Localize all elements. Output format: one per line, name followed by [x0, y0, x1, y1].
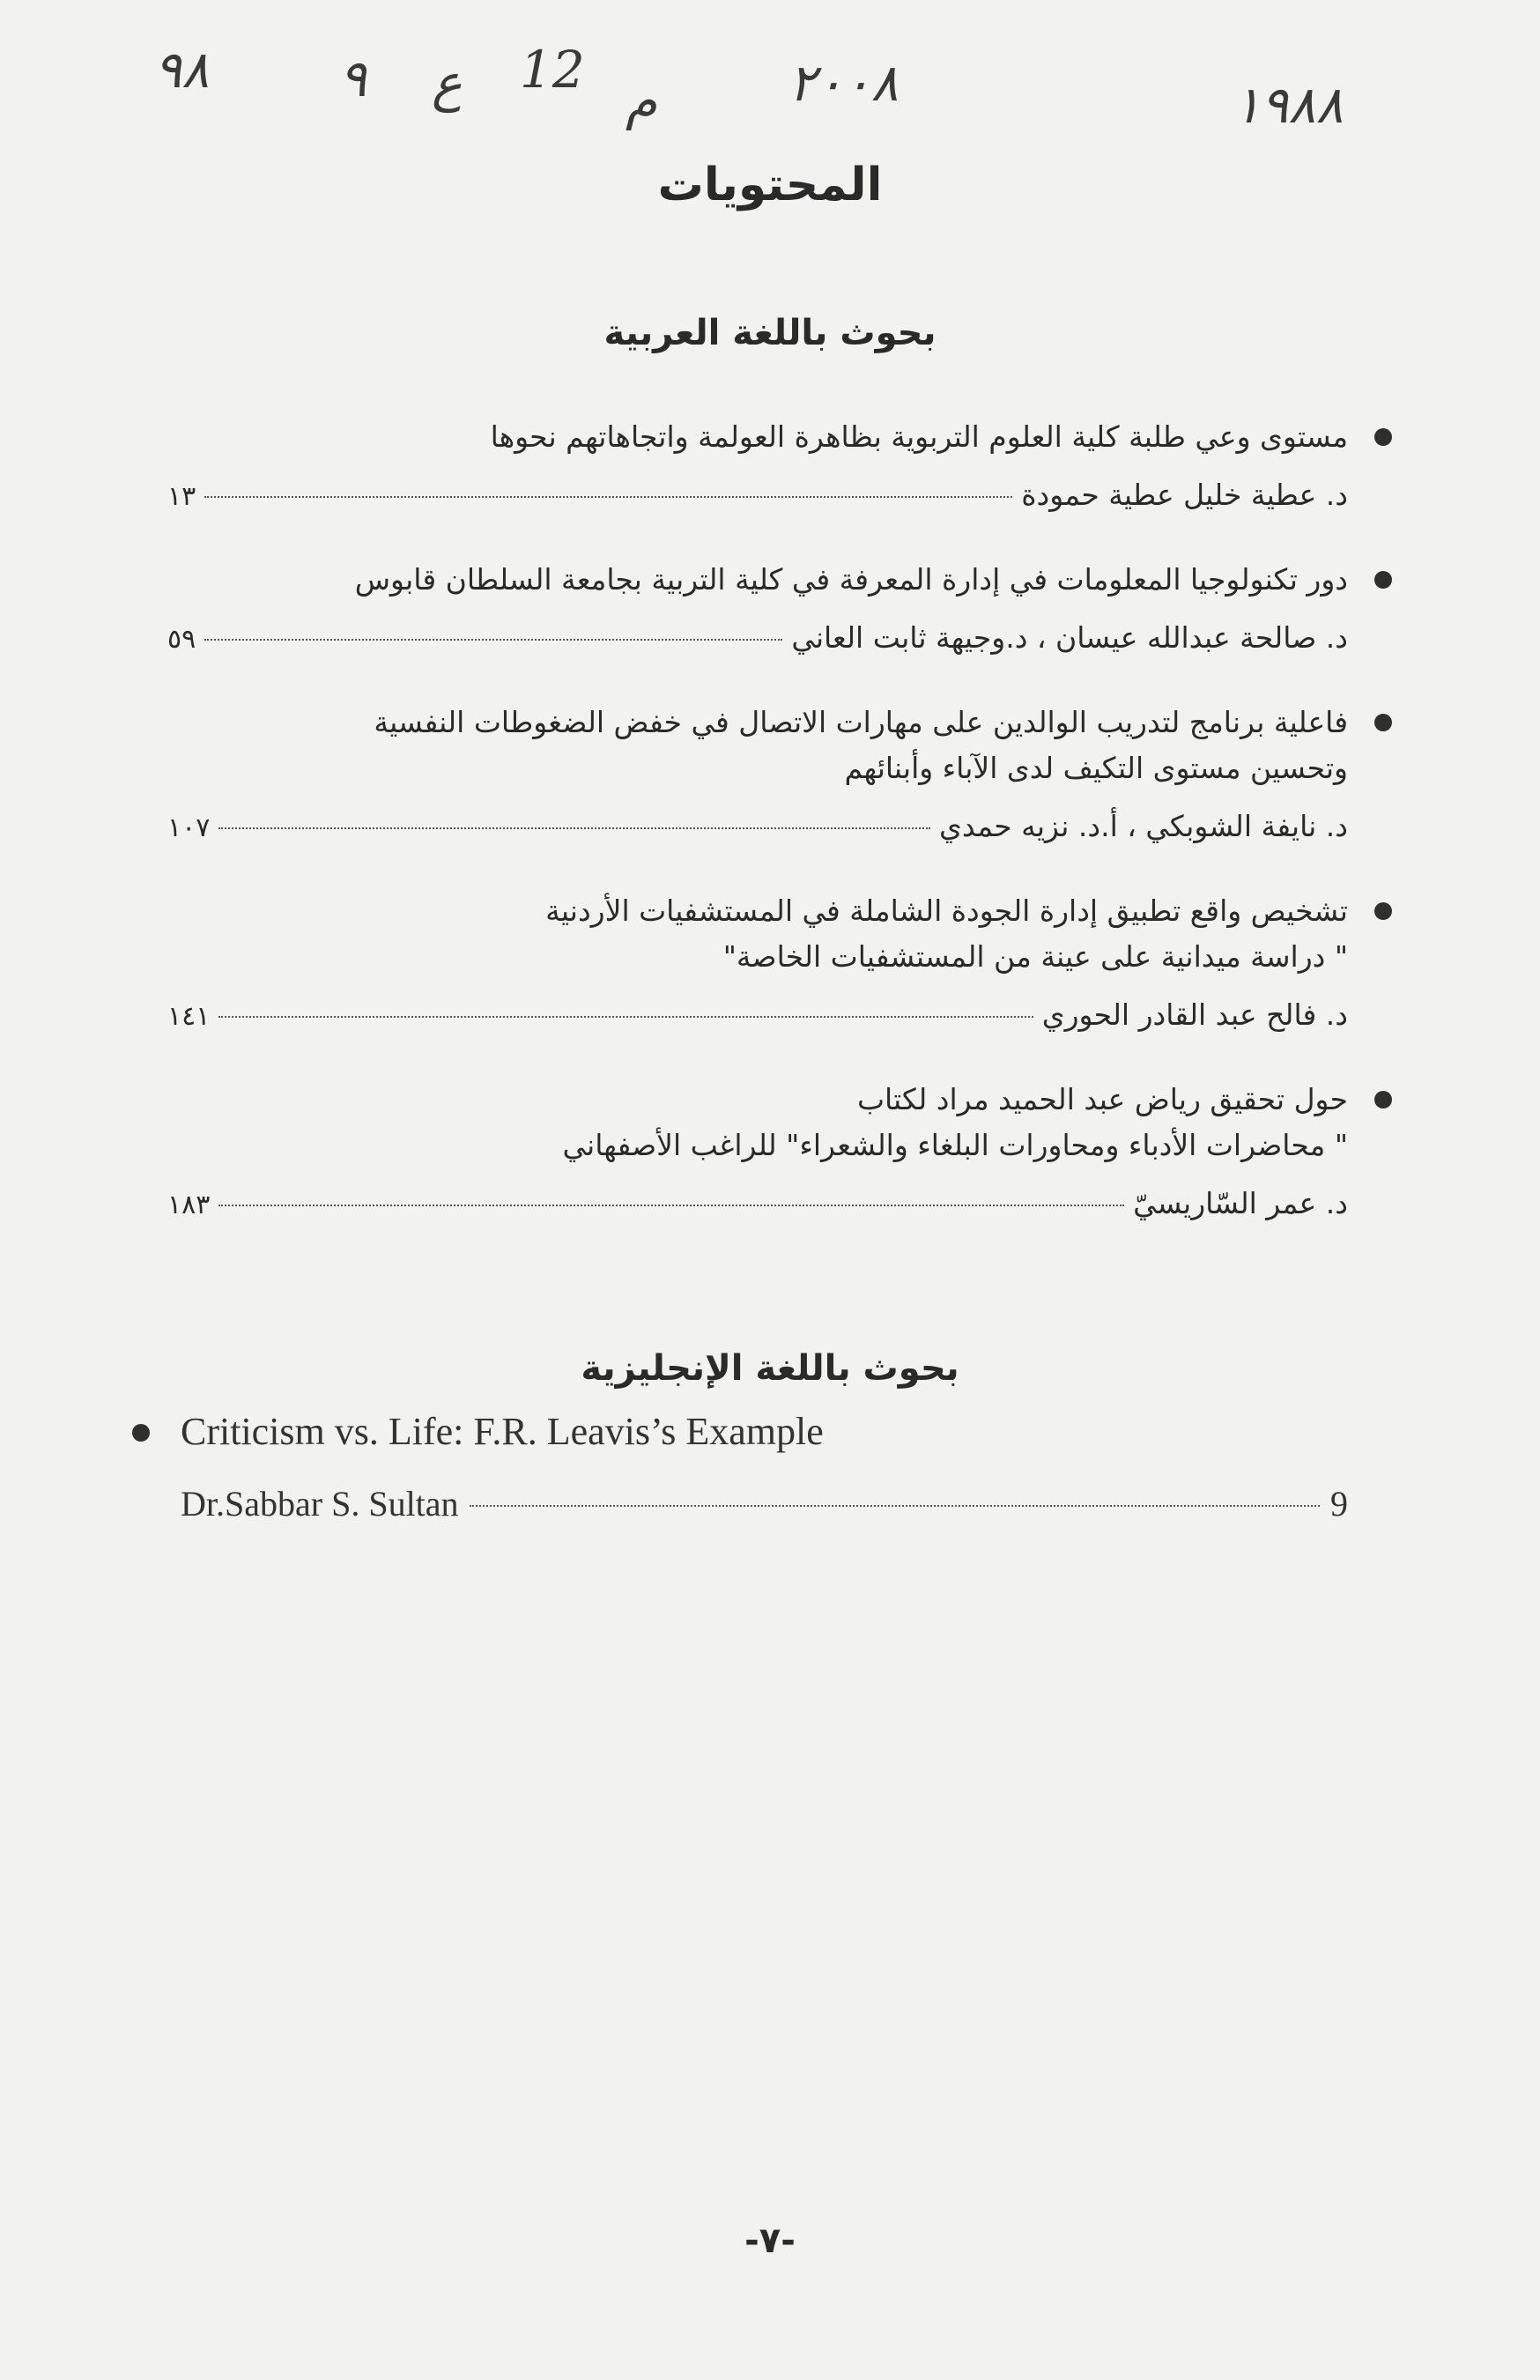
bullet-icon [1374, 428, 1392, 446]
handwritten-date-num: 12 [520, 40, 585, 100]
handwritten-left-code: ٩٨ [154, 40, 210, 100]
entry-title: دور تكنولوجيا المعلومات في إدارة المعرفة في كلية التربية بجامعة السلطان قابوس [354, 562, 1348, 597]
entry-author: د. عمر السّاريسيّ [1133, 1186, 1348, 1220]
contents-entry [167, 414, 1348, 523]
bullet-icon [132, 1424, 150, 1442]
bullet-icon [1374, 714, 1392, 731]
english-entry-author-row [132, 1473, 1348, 1535]
entry-title: مستوى وعي طلبة كلية العلوم التربوية بظاهرة العولمة واتجاهاتهم نحوها [490, 419, 1348, 454]
entry-page-number: ١٤١ [167, 1001, 211, 1032]
bullet-icon [1374, 1091, 1392, 1108]
dot-leader [218, 1205, 1124, 1206]
english-section-heading: بحوث باللغة الإنجليزية [581, 1348, 959, 1389]
bullet-icon [1374, 571, 1392, 589]
entry-author: د. عطية خليل عطية حمودة [1021, 478, 1348, 512]
contents-entry [167, 700, 1348, 855]
handwritten-date-suffix: م [626, 70, 657, 130]
entry-title: تشخيص واقع تطبيق إدارة الجودة الشاملة في المستشفيات الأردنية [545, 893, 1348, 928]
page-title: المحتويات [657, 159, 883, 211]
english-contents-list [132, 1401, 1348, 1535]
footer-page-number: -٧- [744, 2221, 796, 2261]
handwritten-right-code: ١٩٨٨ [1233, 75, 1344, 135]
entry-author-row [167, 989, 1348, 1043]
english-entry-title: Criticism vs. Life: F.R. Leavis’s Example [181, 1410, 824, 1453]
entry-title: حول تحقيق رياض عبد الحميد مراد لكتاب [856, 1082, 1348, 1116]
entry-author-row [167, 612, 1348, 666]
arabic-section-heading: بحوث باللغة العربية [603, 313, 937, 353]
entry-title: فاعلية برنامج لتدريب الوالدين على مهارات الاتصال في خفض الضغوطات النفسية [374, 705, 1348, 739]
english-entry-author: Dr.Sabbar S. Sultan [181, 1484, 459, 1524]
entry-page-number: ١٣ [167, 481, 196, 512]
entry-page-number: ٥٩ [167, 624, 196, 655]
entry-author-row [167, 1177, 1348, 1232]
dot-leader [470, 1505, 1320, 1507]
arabic-contents-list [167, 414, 1348, 1265]
dot-leader [218, 827, 930, 829]
english-entry-page-number: 9 [1330, 1484, 1348, 1524]
entry-title-continued: وتحسين مستوى التكيف لدى الآباء وأبنائهم [844, 751, 1348, 785]
english-entry-title-row [132, 1401, 1348, 1463]
entry-author-row [167, 469, 1348, 523]
dot-leader [218, 1016, 1033, 1018]
handwritten-date-day: ٩ [339, 48, 367, 108]
entry-author-row [167, 800, 1348, 855]
entry-page-number: ١٠٧ [167, 812, 211, 843]
bullet-icon [1374, 902, 1392, 920]
dot-leader [204, 496, 1012, 498]
contents-entry [167, 557, 1348, 666]
entry-title-continued: " محاضرات الأدباء ومحاورات البلغاء والشعراء" للراغب الأصفهاني [562, 1128, 1348, 1162]
entry-author: د. نايفة الشوبكي ، أ.د. نزيه حمدي [939, 809, 1348, 843]
handwritten-date-year: ٢٠٠٨ [789, 53, 899, 113]
entry-author: د. صالحة عبدالله عيسان ، د.وجيهة ثابت العاني [791, 620, 1348, 655]
contents-entry [167, 888, 1348, 1043]
entry-title-continued: " دراسة ميدانية على عينة من المستشفيات الخاصة" [722, 939, 1348, 974]
dot-leader [204, 639, 782, 641]
contents-entry [167, 1077, 1348, 1232]
entry-page-number: ١٨٣ [167, 1190, 211, 1220]
handwritten-date-sep: ع [432, 53, 463, 113]
entry-author: د. فالح عبد القادر الحوري [1041, 997, 1348, 1032]
